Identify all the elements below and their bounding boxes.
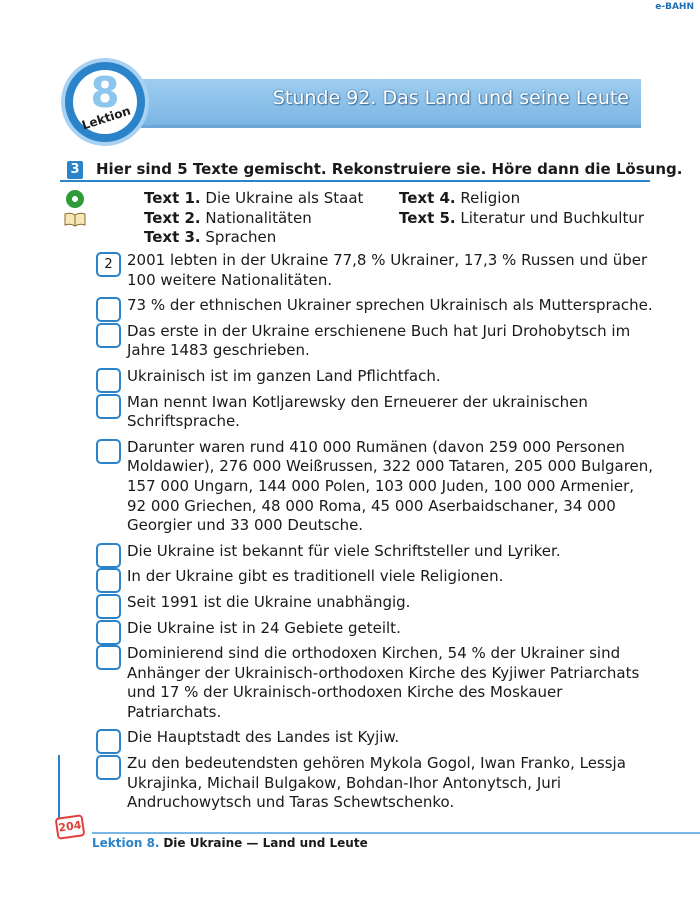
answer-box[interactable] [96,568,121,593]
sentence-item [96,367,656,387]
sentence-item [96,438,656,536]
sentence-item [96,728,656,748]
topic-label: Text 2. [144,208,201,227]
divider [60,180,650,182]
sentence-item [96,567,656,587]
sentence-text: Darunter waren rund 410 000 Rumänen (davon 259 000 Personen Moldawier), 276 000 Weißrussen, 322 000 Tataren, 205 000 Bulgaren, 157 000 Ungarn, 144 000 Polen, 103 000 Juden, 100 000 Armenier, 92 000 Griechen, 48 000 Roma, 45 000 Aserbaidschaner, 34 000 Georgier und 33 000 Deutsche. [127,437,654,535]
book-icon [64,211,86,227]
sentence-item [96,251,656,290]
sentence-item [96,754,656,813]
topic-item [399,209,699,229]
sentence-item [96,296,656,316]
topic-name: Literatur und Buchkultur [460,208,645,227]
sentence-item [96,619,656,639]
topic-label: Text 1. [144,189,201,207]
sentence-item [96,644,656,722]
answer-box[interactable] [96,368,121,393]
answer-box[interactable] [96,297,121,322]
topic-name: Die Ukraine als Staat [205,189,364,207]
sentence-item [96,322,656,361]
topic-name: Sprachen [205,228,277,246]
topic-item [144,189,404,209]
lesson-number: 8 [90,68,120,117]
exercise-instruction: Hier sind 5 Texte gemischt. Rekonstruiere sie. Höre dann die Lösung. [96,160,683,178]
answer-box[interactable] [96,543,121,568]
margin-rule [58,755,60,825]
footer [92,836,368,850]
answer-box[interactable] [96,729,121,754]
sentence-text: Die Ukraine ist bekannt für viele Schriftsteller und Lyriker. [127,541,561,560]
publisher-logo: e-BAHN [655,2,694,12]
answer-box[interactable]: 2 [96,252,121,277]
answer-box[interactable] [96,620,121,645]
answer-box[interactable] [96,439,121,464]
sentence-item [96,593,656,613]
topic-item [399,189,699,209]
answer-box[interactable] [96,594,121,619]
sentence-text: Zu den bedeutendsten gehören Mykola Gogol, Iwan Franko, Lessja Ukrajinka, Michail Bulgakow, Bohdan-Ihor Antonytsch, Juri Andruchowytsch und Taras Schewtschenko. [127,754,626,812]
answer-box[interactable] [96,323,121,348]
topic-item [144,228,404,248]
sentence-text: Ukrainisch ist im ganzen Land Pflichtfach. [127,366,441,385]
sentence-text: Die Hauptstadt des Landes ist Kyjiw. [127,728,400,747]
sentence-text: Man nennt Iwan Kotljarewsky den Erneuerer der ukrainischen Schriftsprache. [127,392,588,431]
page-number: 204 [55,814,86,840]
lesson-header-bar [126,79,641,128]
sentence-text: Das erste in der Ukraine erschienene Buch hat Juri Drohobytsch im Jahre 1483 geschrieben. [127,321,631,360]
topic-label: Text 5. [399,208,456,227]
sentence-text: Dominierend sind die orthodoxen Kirchen, 54 % der Ukrainer sind Anhänger der Ukrainisch-orthodoxen Kirche des Kyjiwer Patriarchats und 17 % der Ukrainisch-orthodoxen Kirche des Moskauer Patriarchats. [127,644,640,721]
topic-name: Religion [460,189,521,207]
exercise-number: 3 [67,161,83,179]
footer-lesson: Lektion 8. [92,836,160,850]
topic-name: Nationalitäten [205,208,312,227]
topic-item [144,209,404,229]
topic-label: Text 3. [144,228,201,246]
sentence-item [96,542,656,562]
sentence-text: In der Ukraine gibt es traditionell viele Religionen. [127,567,504,586]
footer-title: Die Ukraine — Land und Leute [163,836,368,850]
sentence-text: 73 % der ethnischen Ukrainer sprechen Ukrainisch als Muttersprache. [127,296,653,315]
answer-box[interactable] [96,755,121,780]
lesson-badge [65,62,145,142]
footer-divider [92,832,700,834]
answer-box[interactable] [96,645,121,670]
sentence-text: 2001 lebten in der Ukraine 77,8 % Ukrainer, 17,3 % Russen und über 100 weitere Nationalitäten. [127,251,648,289]
lesson-label: Lektion [80,103,133,133]
sentence-list [96,251,656,813]
sentence-text: Die Ukraine ist in 24 Gebiete geteilt. [127,618,401,637]
topic-label: Text 4. [399,189,456,207]
sentence-text: Seit 1991 ist die Ukraine unabhängig. [127,592,411,611]
answer-box[interactable] [96,394,121,419]
cd-icon [66,190,84,208]
page-title: Stunde 92. Das Land und seine Leute [272,87,629,109]
sentence-item [96,393,656,432]
